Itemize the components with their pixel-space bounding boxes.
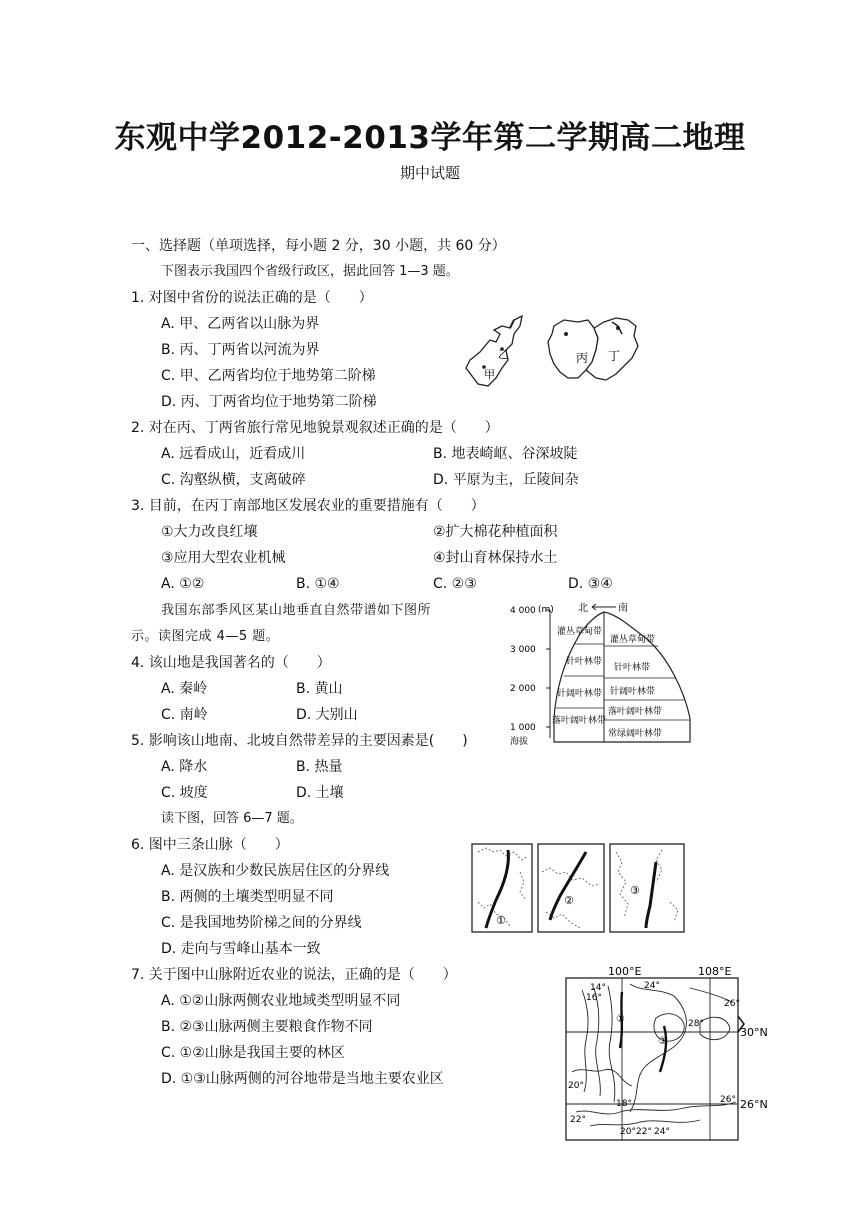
- q5-stem: 5. 影响该山地南、北坡自然带差异的主要因素是( ): [131, 733, 468, 749]
- tick-1000: 1 000: [510, 723, 536, 733]
- intro-q4-5-line2: 示。读图完成 4—5 题。: [131, 629, 280, 644]
- isotherm-mark-1: ①: [616, 1014, 625, 1025]
- q7-option-d: D. ①③山脉两侧的河谷地带是当地主要农业区: [161, 1071, 444, 1087]
- tick-3000: 3 000: [510, 645, 536, 655]
- q6-option-b: B. 两侧的土壤类型明显不同: [161, 889, 334, 905]
- q4-option-b: B. 黄山: [296, 681, 343, 697]
- label-bing: 丙: [576, 351, 589, 365]
- isotherm-map-figure: [560, 962, 774, 1144]
- south-belt-2: 针叶林带: [614, 663, 651, 673]
- q3-option-d: D. ③④: [568, 576, 613, 592]
- q6-option-d: D. 走向与雪峰山基本一致: [161, 941, 321, 957]
- page-subtitle: 期中试题: [399, 164, 460, 182]
- q3-option-c: C. ②③: [433, 576, 477, 592]
- iso-14: 14°: [590, 983, 606, 993]
- mountain-label-3: ③: [630, 884, 640, 897]
- mountain-ranges-figure: [470, 842, 688, 936]
- q1-stem: 1. 对图中省份的说法正确的是（ ）: [131, 290, 373, 306]
- label-yi: 乙: [498, 348, 509, 361]
- q4-option-c: C. 南岭: [161, 707, 208, 723]
- intro-q6-7: 读下图，回答 6—7 题。: [161, 811, 303, 826]
- q6-stem: 6. 图中三条山脉（ ）: [131, 837, 289, 853]
- q6-option-a: A. 是汉族和少数民族居住区的分界线: [161, 863, 390, 879]
- q7-option-a: A. ①②山脉两侧农业地域类型明显不同: [161, 993, 401, 1009]
- iso-26-top: 26°: [724, 999, 740, 1009]
- q3-statement-4: ④封山育林保持水土: [433, 550, 558, 566]
- q5-option-d: D. 土壤: [296, 785, 344, 801]
- tick-2000: 2 000: [510, 684, 536, 694]
- south-belt-4: 落叶阔叶林带: [608, 707, 663, 717]
- page-title: 东观中学2012-2013学年第二学期高二地理: [114, 120, 746, 156]
- q2-option-c: C. 沟壑纵横，支离破碎: [161, 472, 306, 488]
- q5-option-b: B. 热量: [296, 759, 343, 775]
- q1-option-a: A. 甲、乙两省以山脉为界: [161, 316, 320, 332]
- vertical-zone-figure: [508, 600, 700, 750]
- q7-option-b: B. ②③山脉两侧主要粮食作物不同: [161, 1019, 373, 1035]
- q2-option-a: A. 远看成山，近看成川: [161, 446, 306, 462]
- north-belt-4: 落叶阔叶林带: [552, 716, 607, 726]
- q1-option-b: B. 丙、丁两省以河流为界: [161, 342, 320, 358]
- north-label: 北: [578, 603, 588, 614]
- lon-100: 100°E: [608, 965, 642, 978]
- iso-22-left: 22°: [570, 1115, 586, 1125]
- q3-option-b: B. ①④: [296, 576, 340, 592]
- mountain-label-2: ②: [564, 894, 574, 907]
- mountain-panel-2: [538, 844, 604, 932]
- label-jia: 甲: [484, 368, 495, 381]
- north-belt-3: 针阔叶林带: [557, 689, 603, 699]
- intro-q4-5-line1: 我国东部季风区某山地垂直自然带谱如下图所: [161, 603, 432, 618]
- q7-stem: 7. 关于图中山脉附近农业的说法，正确的是（ ）: [131, 967, 457, 983]
- q5-option-a: A. 降水: [161, 759, 208, 775]
- north-belt-1: 灌丛草甸带: [557, 627, 603, 637]
- q3-stem: 3. 目前，在丙丁南部地区发展农业的重要措施有（ ）: [131, 498, 485, 514]
- q5-option-c: C. 坡度: [161, 785, 208, 801]
- iso-24-bottom: 24°: [654, 1127, 670, 1137]
- iso-26-bottom: 26°: [720, 1095, 736, 1105]
- lat-26: 26°N: [740, 1098, 768, 1111]
- q4-stem: 4. 该山地是我国著名的（ ）: [131, 655, 331, 671]
- q4-option-d: D. 大别山: [296, 707, 358, 723]
- lat-30: 30°N: [740, 1026, 768, 1039]
- q1-option-d: D. 丙、丁两省均位于地势第二阶梯: [161, 394, 377, 410]
- q2-stem: 2. 对在丙、丁两省旅行常见地貌景观叙述正确的是（ ）: [131, 420, 499, 436]
- q3-statement-2: ②扩大棉花种植面积: [433, 524, 558, 540]
- q6-option-c: C. 是我国地势阶梯之间的分界线: [161, 915, 362, 931]
- q2-option-b: B. 地表崎岖、谷深坡陡: [433, 446, 578, 462]
- iso-20-left: 20°: [568, 1081, 584, 1091]
- altitude-label: 海拔: [510, 737, 529, 747]
- unit-label: (m): [538, 605, 554, 615]
- iso-22-bottom: 22°: [636, 1127, 652, 1137]
- intro-q1-3: 下图表示我国四个省级行政区，据此回答 1—3 题。: [161, 264, 459, 279]
- south-belt-1: 灌丛草甸带: [610, 635, 656, 645]
- q3-statement-3: ③应用大型农业机械: [161, 550, 286, 566]
- iso-24-top: 24°: [644, 981, 660, 991]
- iso-18: 18°: [616, 1099, 632, 1109]
- q2-option-d: D. 平原为主，丘陵间杂: [433, 472, 579, 488]
- north-belt-2: 针叶林带: [566, 657, 603, 667]
- south-label: 南: [618, 603, 628, 614]
- q3-option-a: A. ①②: [161, 576, 205, 592]
- south-belt-5: 常绿阔叶林带: [608, 729, 663, 739]
- label-ding: 丁: [608, 349, 621, 363]
- q3-statement-1: ①大力改良红壤: [161, 524, 258, 540]
- q1-option-c: C. 甲、乙两省均位于地势第二阶梯: [161, 368, 376, 384]
- iso-16: 16°: [586, 993, 602, 1003]
- south-belt-3: 针阔叶林带: [610, 687, 656, 697]
- section-heading: 一、选择题（单项选择，每小题 2 分，30 小题，共 60 分）: [131, 238, 506, 254]
- q7-option-c: C. ①②山脉是我国主要的林区: [161, 1045, 345, 1061]
- iso-28: 28°: [688, 1019, 704, 1029]
- isotherm-mark-3: ③: [658, 1036, 667, 1047]
- tick-4000: 4 000: [510, 606, 536, 616]
- lon-108: 108°E: [698, 965, 732, 978]
- province-map-figure: [462, 312, 642, 394]
- mountain-label-1: ①: [496, 914, 506, 927]
- q4-option-a: A. 秦岭: [161, 681, 208, 697]
- iso-20-bottom: 20°: [620, 1127, 636, 1137]
